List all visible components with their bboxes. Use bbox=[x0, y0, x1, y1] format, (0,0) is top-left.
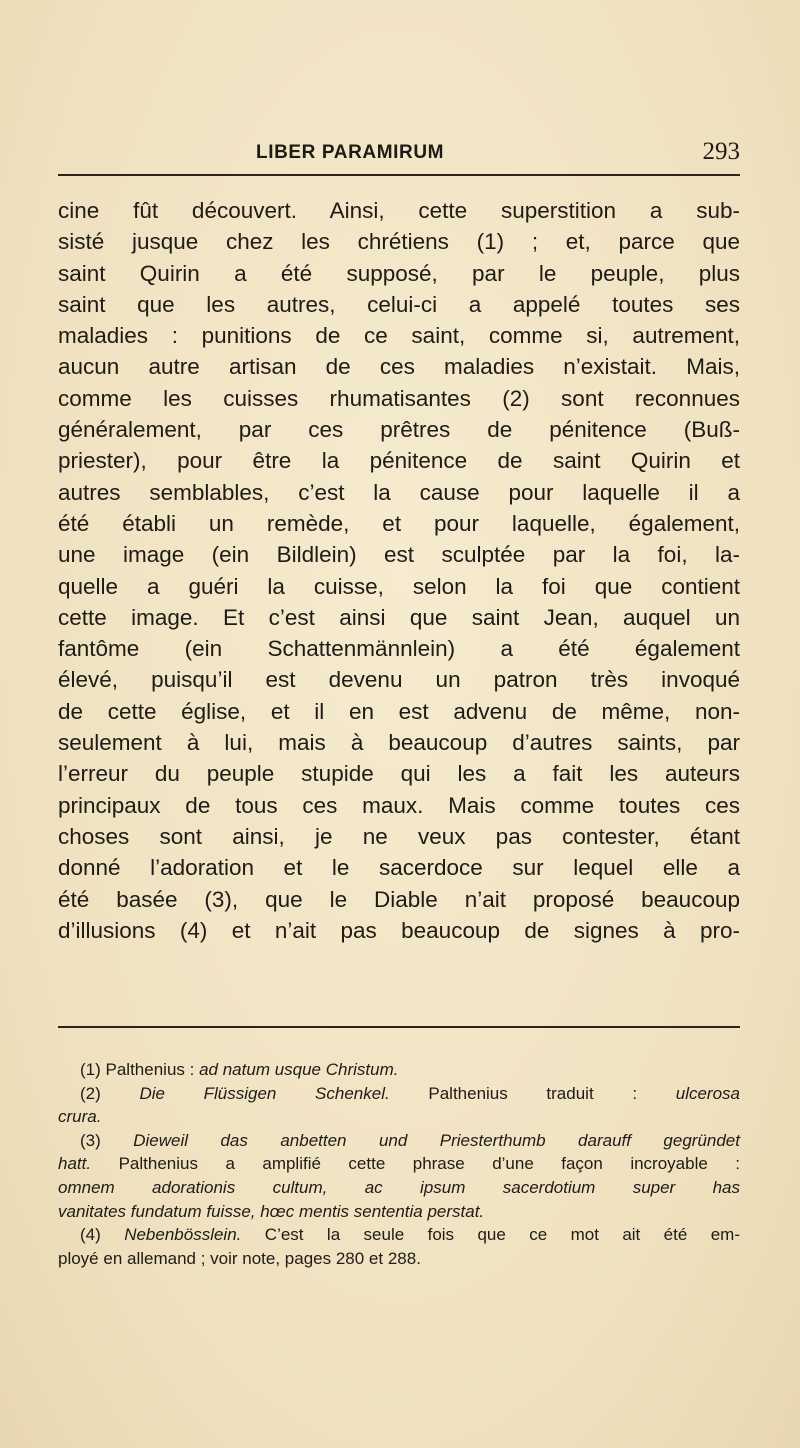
text-line: seulement à lui, mais à beaucoup d’autres saints, par bbox=[58, 730, 740, 756]
text-line: une image (ein Bildlein) est sculptée par la foi, la- bbox=[58, 542, 740, 568]
footnote-german: Nebenbösslein. bbox=[124, 1225, 242, 1245]
footnote-2 bbox=[58, 1082, 740, 1106]
text-line: élevé, puisqu’il est devenu un patron très invoqué bbox=[58, 667, 740, 693]
footnote-german: Die Flüssigen Schenkel. bbox=[139, 1083, 390, 1103]
footnote-marker: (4) bbox=[80, 1225, 101, 1245]
footnote-1 bbox=[58, 1058, 740, 1082]
text-line: été basée (3), que le Diable n’ait proposé beaucoup bbox=[58, 886, 740, 912]
text-line: choses sont ainsi, je ne veux pas contester, étant bbox=[58, 823, 740, 849]
footnote-latin: ulcerosa bbox=[675, 1083, 740, 1103]
text-line: été établi un remède, et pour laquelle, également, bbox=[58, 510, 740, 536]
text-line: quelle a guéri la cuisse, selon la foi que contient bbox=[58, 573, 740, 599]
running-title: LIBER PARAMIRUM bbox=[256, 142, 445, 163]
footnote-latin: ad natum usque Christum. bbox=[199, 1060, 399, 1079]
footnotes bbox=[58, 1058, 740, 1270]
text-line: autres semblables, c’est la cause pour laquelle il a bbox=[58, 479, 740, 505]
text-line: principaux de tous ces maux. Mais comme toutes ces bbox=[58, 792, 740, 818]
page-number: 293 bbox=[702, 138, 740, 165]
text-line: cine fût découvert. Ainsi, cette superstition a sub- bbox=[58, 198, 740, 223]
header-rule bbox=[58, 174, 740, 176]
footnote-text: Palthenius traduit : bbox=[428, 1083, 638, 1103]
footnote-3-line-3: omnem adorationis cultum, ac ipsum sacerdotium super has bbox=[58, 1177, 740, 1197]
text-line: maladies : punitions de ce saint, comme si, autrement, bbox=[58, 323, 740, 349]
text-line: cette image. Et c’est ainsi que saint Jean, auquel un bbox=[58, 604, 740, 630]
footnote-3 bbox=[58, 1129, 740, 1153]
footnote-3-line-2 bbox=[58, 1152, 740, 1176]
text-line: donné l’adoration et le sacerdoce sur lequel elle a bbox=[58, 855, 740, 881]
footnote-marker: (1) bbox=[80, 1060, 101, 1079]
footnote-marker: (2) bbox=[80, 1083, 101, 1103]
text-line: saint que les autres, celui-ci a appelé toutes ses bbox=[58, 291, 740, 317]
footnote-german: Dieweil das anbetten und Priesterthumb darauff gegründet bbox=[133, 1130, 740, 1150]
footnote-text: C’est la seule fois que ce mot ait été em- bbox=[264, 1225, 740, 1245]
text-line: fantôme (ein Schattenmännlein) a été également bbox=[58, 636, 740, 662]
page-header bbox=[58, 138, 740, 174]
footnote-german: hatt. bbox=[58, 1154, 92, 1174]
footnote-marker: (3) bbox=[80, 1130, 101, 1150]
text-line: aucun autre artisan de ces maladies n’existait. Mais, bbox=[58, 354, 740, 380]
main-text bbox=[58, 195, 740, 946]
text-line: comme les cuisses rhumatisantes (2) sont reconnues bbox=[58, 385, 740, 411]
text-line: d’illusions (4) et n’ait pas beaucoup de signes à pro- bbox=[58, 917, 740, 943]
footnote-4-line-2: ployé en allemand ; voir note, pages 280 et 288. bbox=[58, 1248, 421, 1268]
footnote-2-continued: crura. bbox=[58, 1107, 102, 1127]
footnote-4 bbox=[58, 1223, 740, 1247]
footnote-text: Palthenius a amplifié cette phrase d’une façon incroyable : bbox=[118, 1154, 740, 1174]
text-line: l’erreur du peuple stupide qui les a fait les auteurs bbox=[58, 761, 740, 787]
text-line: généralement, par ces prêtres de pénitence (Buß- bbox=[58, 417, 740, 443]
footnote-text: Palthenius : bbox=[105, 1060, 195, 1079]
footnote-3-line-4: vanitates fundatum fuisse, hœc mentis sententia perstat. bbox=[58, 1201, 485, 1221]
footnote-rule bbox=[58, 1026, 740, 1028]
text-line: priester), pour être la pénitence de saint Quirin et bbox=[58, 448, 740, 474]
text-line: de cette église, et il en est advenu de même, non- bbox=[58, 698, 740, 724]
text-line: saint Quirin a été supposé, par le peuple, plus bbox=[58, 260, 740, 286]
text-line: sisté jusque chez les chrétiens (1) ; et, parce que bbox=[58, 229, 740, 255]
